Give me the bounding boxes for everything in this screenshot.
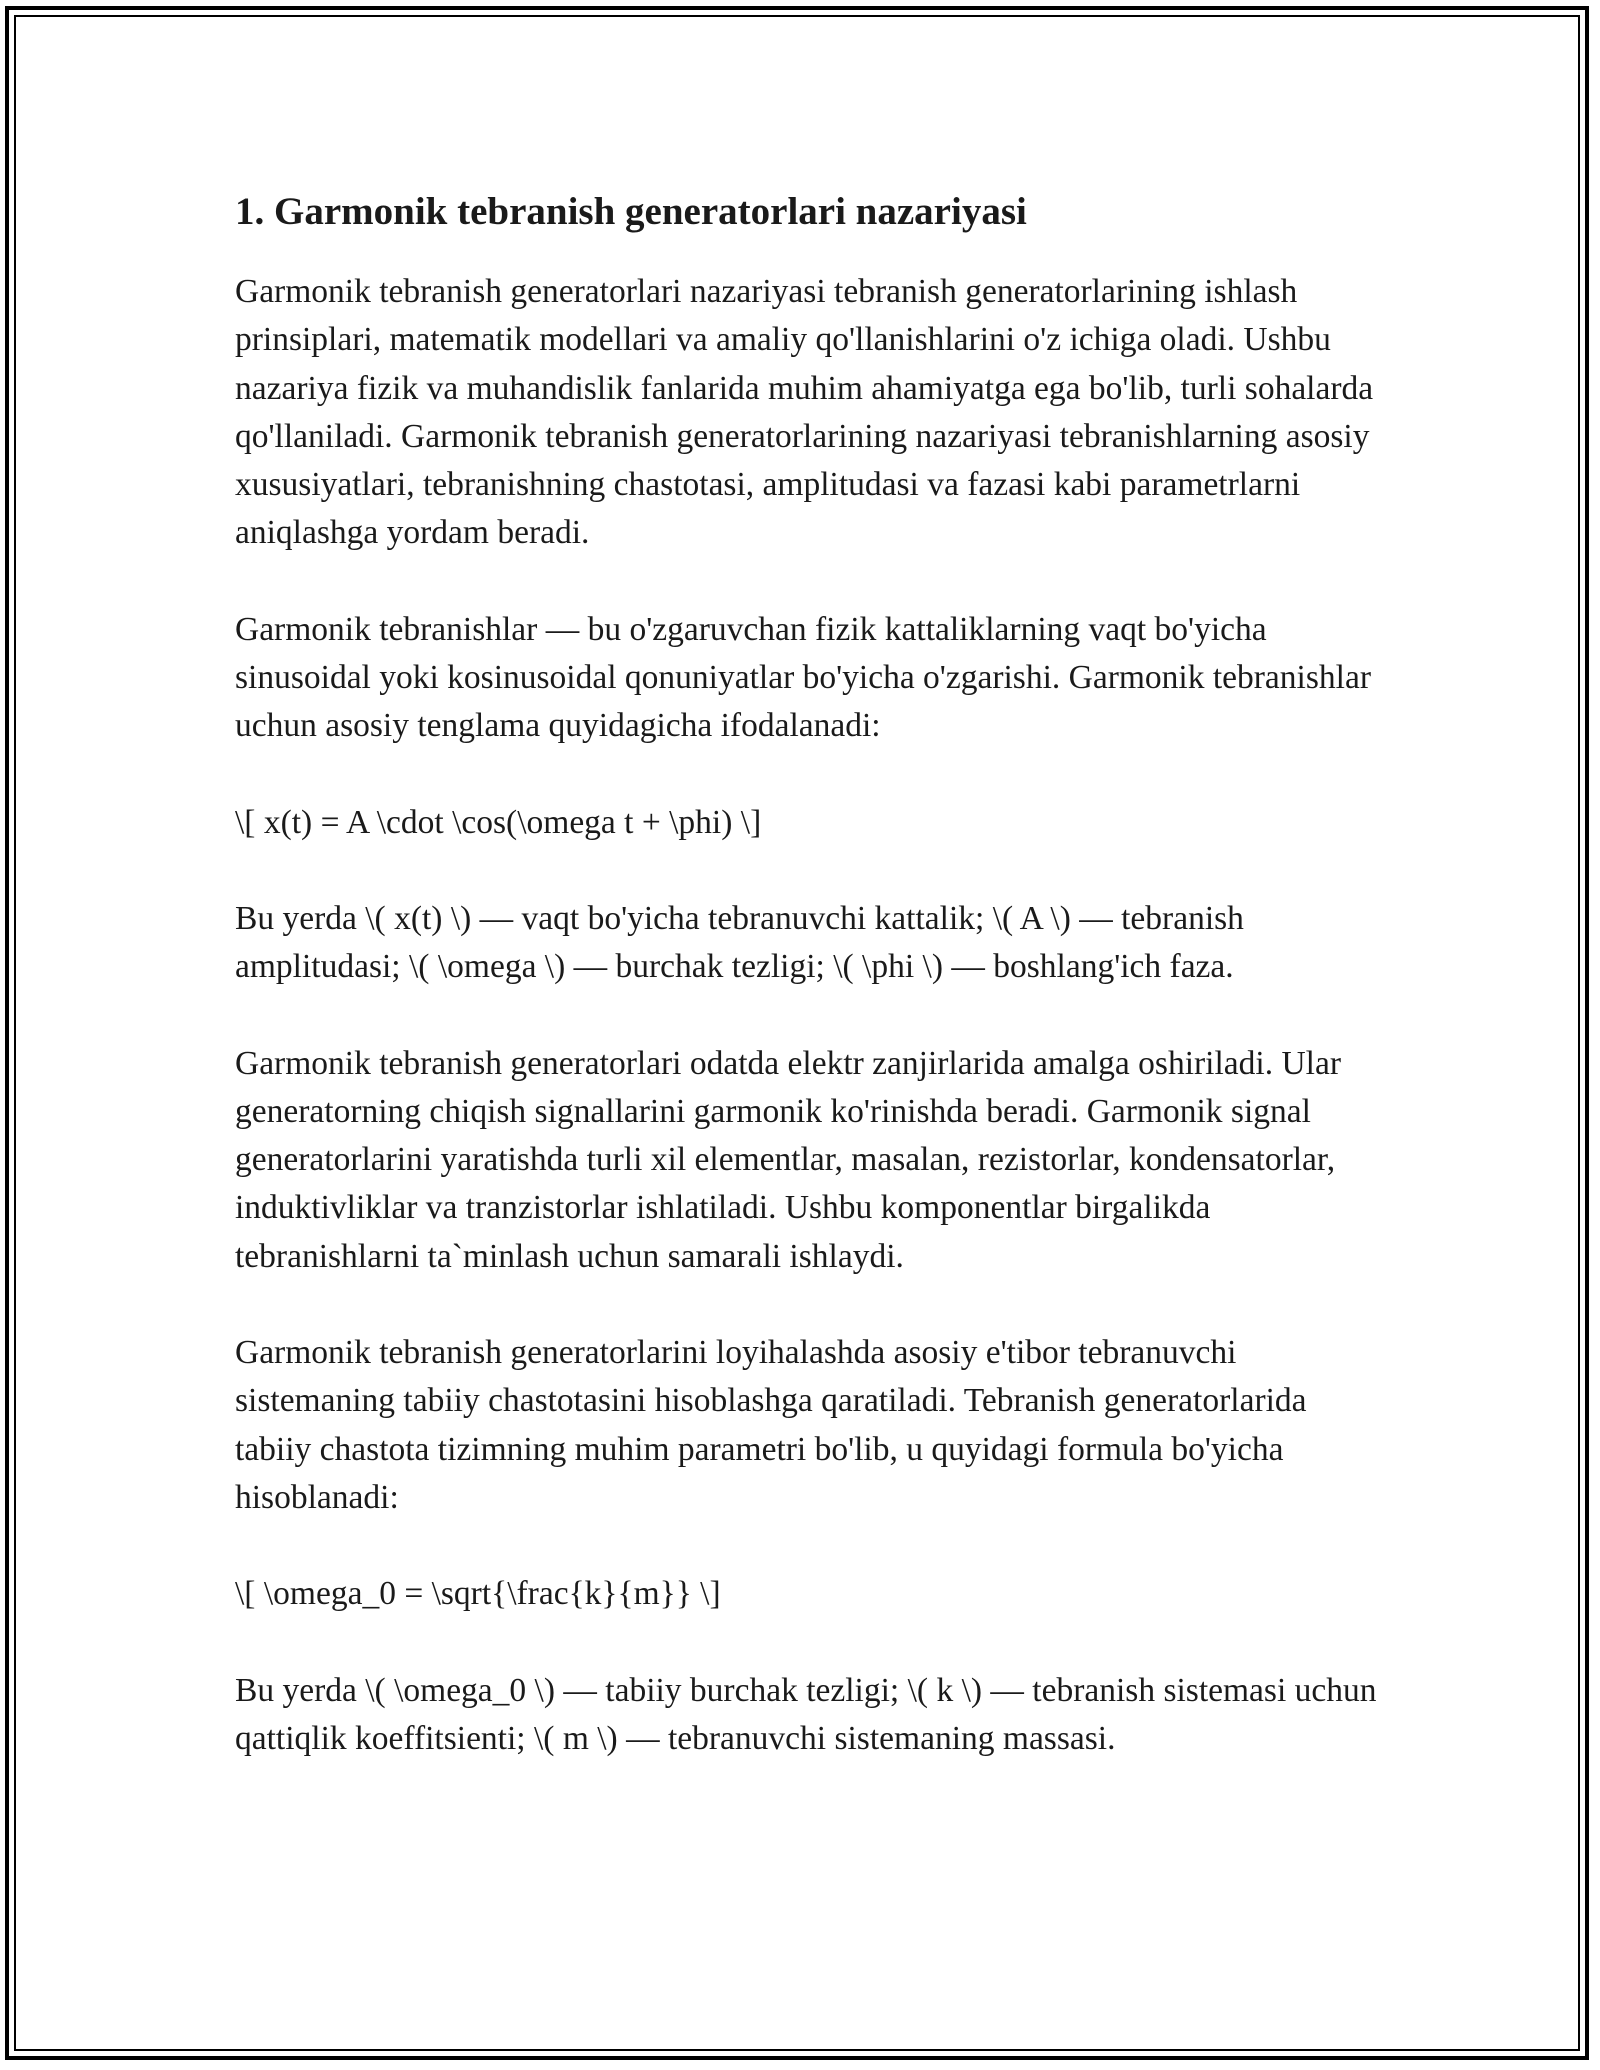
paragraph-intro: Garmonik tebranish generatorlari nazariyasi tebranish generatorlarining ishlash prinsiplari, matematik modellari va amaliy qo'llanishlarini o'z ichiga oladi. Ushbu nazariya fizik va muhandislik fanlarida muhim ahamiyatga ega bo'lib, turli sohalarda qo'llaniladi. Garmonik tebranish generatorlarining nazariyasi tebranishlarning asosiy xususiyatlari, tebranishning chastotasi, amplitudasi va fazasi kabi parametrlarni aniqlashga yordam beradi. bbox=[235, 273, 1374, 552]
equation-natural-frequency: \[ \omega_0 = \sqrt{\frac{k}{m}} \] bbox=[235, 1575, 721, 1613]
paragraph-variables: Bu yerda \( x(t) \) — vaqt bo'yicha tebranuvchi kattalik; \( A \) — tebranish amplitudasi; \( \omega \) — burchak tezligi; \( \phi \) — boshlang'ich faza. bbox=[235, 899, 1244, 986]
paragraph-natural-frequency: Garmonik tebranish generatorlarini loyihalashda asosiy e'tibor tebranuvchi sistemaning tabiiy chastotasini hisoblashga qaratiladi. Tebranish generatorlarida tabiiy chastota tizimning muhim parametri bo'lib, u quyidagi formula bo'yicha hisoblanadi: bbox=[235, 1334, 1307, 1516]
document-body bbox=[235, 186, 1385, 1811]
equation-harmonic: \[ x(t) = A \cdot \cos(\omega t + \phi) \] bbox=[235, 803, 762, 841]
paragraph-definition: Garmonik tebranishlar — bu o'zgaruvchan fizik kattaliklarning vaqt bo'yicha sinusoidal yoki kosinusoidal qonuniyatlar bo'yicha o'zgarishi. Garmonik tebranishlar uchun asosiy tenglama quyidagicha ifodalanadi: bbox=[235, 610, 1371, 745]
section-title: 1. Garmonik tebranish generatorlari nazariyasi bbox=[235, 190, 1027, 233]
paragraph-circuits: Garmonik tebranish generatorlari odatda elektr zanjirlarida amalga oshiriladi. Ular generatorning chiqish signallarini garmonik ko'rinishda beradi. Garmonik signal generatorlarini yaratishda turli xil elementlar, masalan, rezistorlar, kondensatorlar, induktivliklar va tranzistorlar ishlatiladi. Ushbu komponentlar birgalikda tebranishlarni ta`minlash uchun samarali ishlaydi. bbox=[235, 1044, 1341, 1275]
paragraph-natural-variables: Bu yerda \( \omega_0 \) — tabiiy burchak tezligi; \( k \) — tebranish sistemasi uchun qattiqlik koeffitsienti; \( m \) — tebranuvchi sistemaning massasi. bbox=[235, 1671, 1377, 1757]
